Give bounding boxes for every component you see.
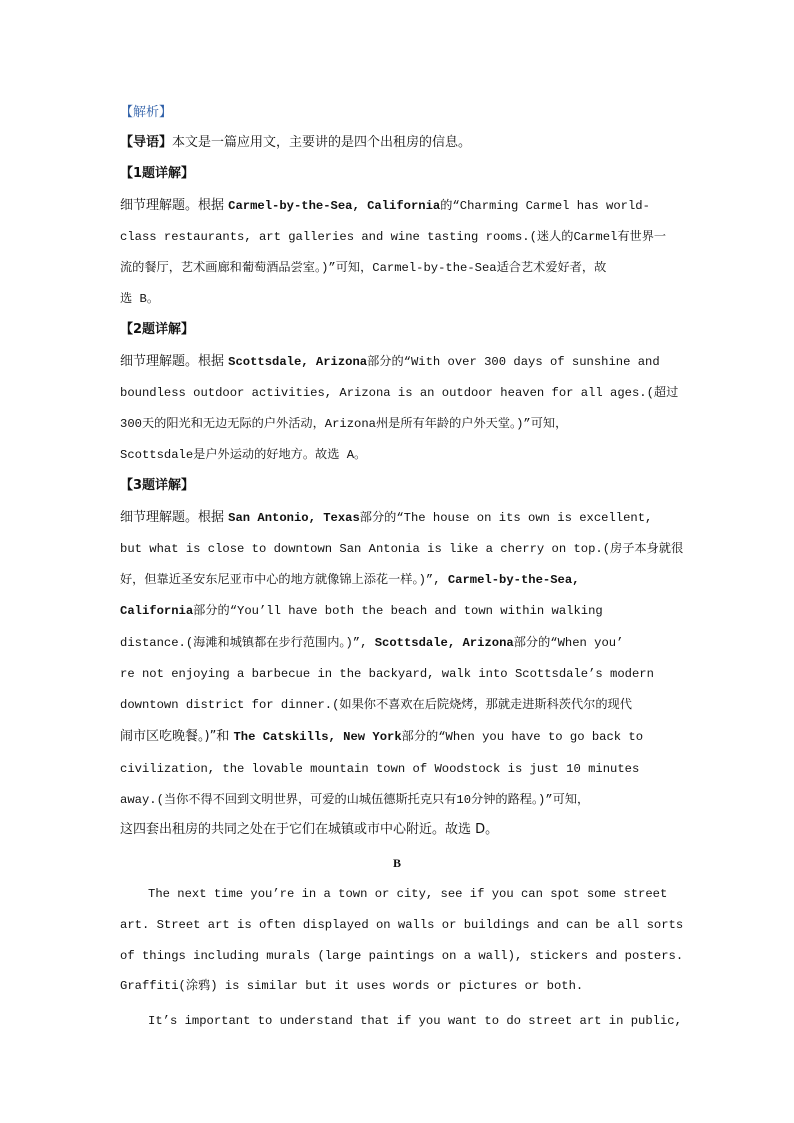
passage-b-p2-line-1: It’s important to understand that if you want to do street art in public, (148, 1014, 682, 1028)
q3-l1-suffix: 部分的“The house on its own is excellent, (359, 511, 653, 525)
analysis-label: 【解析】 (120, 105, 173, 120)
q3-l8-prefix: 闹市区吃晚餐。)”和 (120, 729, 234, 744)
q3-l3-prefix: 好，但靠近圣安东尼亚市中心的地方就像锦上添花一样。)”, (120, 573, 448, 587)
q2-l1-bold: Scottsdale, Arizona (228, 355, 368, 369)
q3-line-6: re not enjoying a barbecue in the backyard, walk into Scottsdale’s modern (120, 667, 654, 681)
q3-l5-prefix: distance.(海滩和城镇都在步行范围内。)”, (120, 636, 375, 650)
q3-l3-bold: Carmel-by-the-Sea, (447, 573, 580, 587)
passage-b-p1-line-3: of things including murals (large paintings on a wall), stickers and posters. (120, 949, 684, 963)
q1-title: 【1题详解】 (120, 166, 195, 181)
q2-line-4: Scottsdale是户外运动的好地方。故选 A。 (120, 448, 367, 462)
q1-line-2: class restaurants, art galleries and wine tasting rooms.(迷人的Carmel有世界一 (120, 230, 667, 244)
q3-l5-bold: Scottsdale, Arizona (374, 636, 514, 650)
guide-label: 【导语】 (120, 135, 173, 150)
q3-title: 【3题详解】 (120, 478, 195, 493)
q3-line-9: civilization, the lovable mountain town of Woodstock is just 10 minutes (120, 762, 640, 776)
q1-line-1 (120, 198, 676, 214)
q1-l1-bold: Carmel-by-the-Sea, California (228, 199, 441, 213)
q3-line-1 (120, 510, 676, 526)
q3-line-7: downtown district for dinner.(如果你不喜欢在后院烧烤，那就走进斯科茨代尔的现代 (120, 698, 632, 712)
guide-text: 本文是一篇应用文，主要讲的是四个出租房的信息。 (172, 135, 472, 150)
q3-line-11: 这四套出租房的共同之处在于它们在城镇或市中心附近。故选 D。 (120, 822, 499, 837)
q3-line-3 (120, 572, 676, 588)
q1-line-3: 流的餐厅，艺术画廊和葡萄酒品尝室。)”可知，Carmel-by-the-Sea适合艺术爱好者，故 (120, 261, 607, 275)
q2-l1-suffix: 部分的“With over 300 days of sunshine and (367, 355, 660, 369)
q3-line-2: but what is close to downtown San Antonia is like a cherry on top.(房子本身就很 (120, 542, 684, 556)
q1-l1-suffix: 的“Charming Carmel has world- (440, 199, 650, 213)
q1-line-4: 选 B。 (120, 292, 160, 306)
q3-line-4 (120, 603, 676, 619)
q3-l4-suffix: 部分的“You’ll have both the beach and town within walking (193, 604, 603, 618)
q3-l8-bold: The Catskills, New York (233, 730, 402, 744)
passage-b-p1-line-2: art. Street art is often displayed on walls or buildings and can be all sorts (120, 918, 684, 932)
q3-line-5 (120, 635, 676, 651)
q3-l8-suffix: 部分的“When you have to go back to (401, 730, 644, 744)
passage-b-p1-line-4: Graffiti(涂鸦) is similar but it uses words or pictures or both. (120, 979, 584, 993)
guide-line (120, 135, 676, 151)
q2-title: 【2题详解】 (120, 322, 195, 337)
q3-l5-suffix: 部分的“When you’ (513, 636, 624, 650)
q1-l1-prefix: 细节理解题。根据 (120, 198, 229, 213)
q2-l1-prefix: 细节理解题。根据 (120, 354, 229, 369)
q2-line-1 (120, 354, 676, 370)
passage-b-title: B (392, 856, 401, 870)
passage-b-p1-line-1: The next time you’re in a town or city, see if you can spot some street (148, 887, 668, 901)
q3-line-10: away.(当你不得不回到文明世界，可爱的山城伍德斯托克只有10分钟的路程。)”可知， (120, 793, 590, 807)
q3-line-8 (120, 729, 676, 745)
q3-l1-prefix: 细节理解题。根据 (120, 510, 229, 525)
q3-l4-bold: California (120, 604, 194, 618)
analysis-heading (120, 104, 676, 121)
q2-line-3: 300天的阳光和无边无际的户外活动，Arizona州是所有年龄的户外天堂。)”可知， (120, 417, 568, 431)
q2-line-2: boundless outdoor activities, Arizona is an outdoor heaven for all ages.(超过 (120, 386, 679, 400)
q3-l1-bold: San Antonio, Texas (228, 511, 360, 525)
